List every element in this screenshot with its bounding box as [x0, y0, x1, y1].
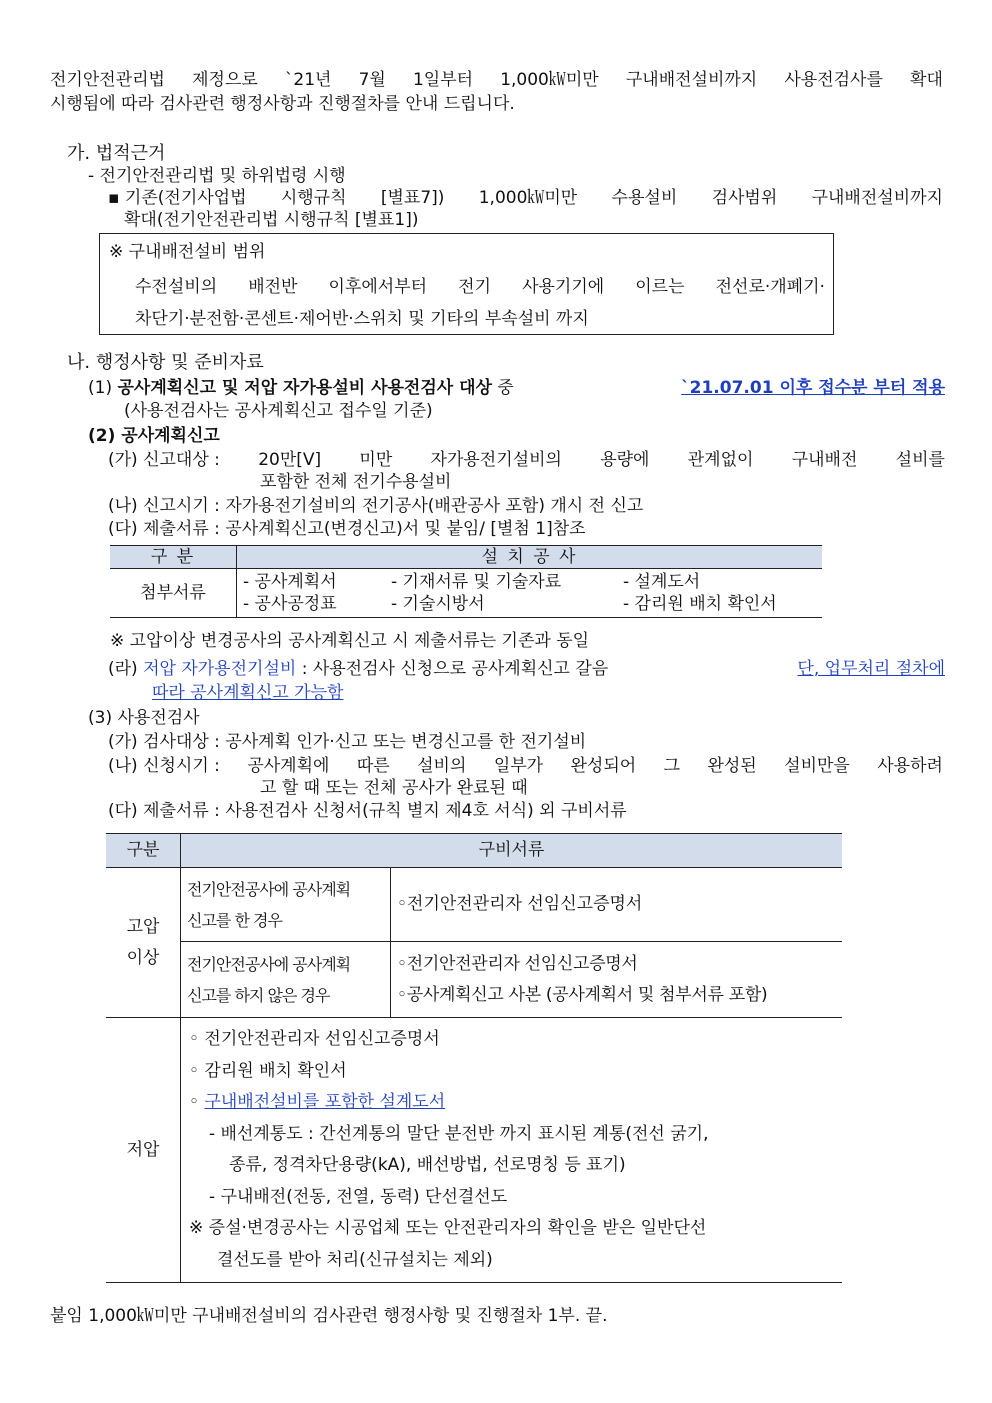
intro-line-1-word: 1일부터: [412, 70, 474, 90]
low-doc-2: ◦ 감리원 배치 확인서: [189, 1060, 347, 1081]
section-a-title: 가. 법적근거: [67, 143, 166, 164]
req-table-low-voltage-docs: [181, 1018, 843, 1283]
item-3-na-word: 공사계획에: [247, 756, 330, 776]
attachment-docs-row-2: [243, 593, 816, 615]
section-a-item-2-word: 1,000㎾미만: [478, 188, 578, 208]
note-line-2: 차단기·분전함·콘센트·제어반·스위치 및 기타의 부속설비 까지: [135, 309, 589, 329]
section-b-title: 나. 행정사항 및 준비자료: [67, 352, 264, 373]
note-line-1: [135, 276, 825, 298]
item-1-line-1: [88, 377, 945, 399]
doc-specification: - 기술시방서: [391, 594, 485, 614]
section-a-item-1: - 전기안전관리법 및 하위법령 시행: [88, 166, 346, 186]
high-r2-sub-line-1: 전기안전공사에 공사계획: [187, 954, 351, 974]
item-3-na-line-1: [108, 755, 943, 777]
note-line-1-word: 배전반: [248, 277, 298, 297]
intro-line-2: 시행됨에 따라 검사관련 행정사항과 진행절차를 안내 드립니다.: [50, 94, 515, 114]
intro-line-1-word: 확대: [910, 70, 943, 90]
intro-line-1-word: 사용전검사를: [784, 70, 883, 90]
high-r2-sub-line-2: 신고를 하지 않은 경우: [187, 985, 330, 1005]
low-doc-7: ※ 증설·변경공사는 시공업체 또는 안전관리자의 확인을 받은 일반단선: [189, 1218, 707, 1238]
item-2-ga-word: 미만: [359, 450, 393, 470]
high-label-1: 고압: [126, 916, 160, 937]
item-2-ga-word: 20만[V]: [258, 450, 322, 470]
high-r1-sub-line-1: 전기안전공사에 공사계획: [187, 879, 351, 899]
note-title: ※ 구내배전설비 범위: [109, 242, 266, 262]
high-r1-sub-line-2: 신고를 한 경우: [187, 910, 282, 930]
item-2-ga-word: 관계없이: [687, 450, 754, 470]
item-2-ga-line-1: [108, 449, 945, 471]
item-1-num: (1): [88, 378, 113, 398]
req-table-header-category: 구분: [106, 834, 181, 868]
attachment-table-row-label: 첨부서류: [110, 569, 237, 618]
item-2-ra-line-1: [108, 658, 945, 680]
req-table-low-voltage-label: 저압: [106, 1018, 181, 1283]
high-label-2: 이상: [126, 947, 160, 968]
req-table-high-not-reported-docs: [391, 942, 843, 1018]
low-doc-4: - 배선계통도 : 간선계통의 말단 분전반 까지 표시된 계통(전선 굵기,: [209, 1123, 709, 1144]
item-3-ga: (가) 검사대상 : 공사계획 인가·신고 또는 변경신고를 한 전기설비: [108, 732, 587, 752]
low-doc-5: 종류, 정격차단용량(kA), 배선방법, 선로명칭 등 표기): [229, 1155, 626, 1175]
low-doc-6: - 구내배전(전동, 전열, 동력) 단선결선도: [209, 1186, 508, 1207]
req-table-high-voltage-label: [106, 868, 181, 1018]
low-doc-3-link[interactable]: 구내배전설비를 포함한 설계도서: [204, 1092, 446, 1112]
section-a-item-2-word: 구내배전설비까지: [811, 188, 943, 208]
item-3-na-word: 일부가: [493, 756, 544, 776]
item-2-ga-line-2: 포함한 전체 전기수용설비: [260, 472, 452, 492]
item-2-ra-mid: : 사용전검사 신청으로 공사계획신고 갈음: [301, 659, 609, 679]
low-doc-3: [189, 1087, 834, 1119]
item-3-na-word: (나) 신청시기 :: [108, 756, 220, 776]
item-1-mid: 중: [497, 378, 514, 398]
item-3-na-word: 설비의: [417, 756, 467, 776]
intro-line-1-word: `21년: [284, 70, 332, 90]
attachment-table-header-construction: 설 치 공 사: [237, 546, 823, 569]
doc-supervisor-confirmation: - 감리원 배치 확인서: [623, 594, 777, 614]
doc-construction-plan: - 공사계획서: [243, 572, 337, 592]
attachment-table-header-category: 구 분: [110, 546, 237, 569]
low-doc-8: 결선도를 받아 처리(신규설치는 제외): [217, 1249, 493, 1270]
item-2-title: (2) 공사계획신고: [88, 426, 220, 446]
item-2-da: (다) 제출서류 : 공사계획신고(변경신고)서 및 붙임/ [별첨 1]참조: [108, 519, 586, 539]
item-3-title: (3) 사용전검사: [88, 708, 200, 728]
note-line-1-word: 이후에서부터: [328, 277, 428, 297]
item-2-ga-word: 구내배전: [791, 450, 858, 470]
item-1-bold: 공사계획신고 및 저압 자가용설비 사용전검사 대상: [117, 378, 492, 398]
note-line-1-word: 이르는: [635, 277, 685, 297]
item-2-note: ※ 고압이상 변경공사의 공사계획신고 시 제출서류는 기존과 동일: [110, 631, 590, 651]
high-r2-doc-2: ◦공사계획신고 사본 (공사계획서 및 첨부서류 포함): [397, 984, 768, 1005]
note-line-1-word: 사용기기에: [522, 277, 605, 297]
req-table-high-reported-docs: ◦전기안전관리자 선임신고증명서: [391, 868, 843, 942]
item-3-na-word: 사용하려: [877, 756, 943, 776]
note-line-1-word: 수전설비의: [135, 277, 218, 297]
item-3-na-word: 완성되어: [570, 756, 637, 776]
doc-technical-data: - 기재서류 및 기술자료: [391, 572, 562, 592]
req-table-high-reported: [181, 868, 391, 942]
section-a-item-2-word: 검사범위: [711, 188, 778, 208]
item-3-na-line-2: 고 할 때 또는 전체 공사가 완료된 때: [260, 778, 528, 798]
attachment-docs-row-1: [243, 571, 816, 593]
item-3-na-word: 설비만을: [784, 756, 850, 776]
intro-line-1-word: 구내배전설비까지: [625, 70, 758, 90]
item-2-ga-word: 용량에: [600, 450, 650, 470]
item-1-effective-date-link[interactable]: `21.07.01 이후 접수분 부터 적용: [681, 378, 945, 398]
intro-line-1-word: 전기안전관리법: [50, 70, 165, 90]
low-doc-1: ◦ 전기안전관리자 선임신고증명서: [189, 1029, 440, 1049]
section-a-item-2-word: 수용설비: [611, 188, 678, 208]
section-a-item-2-line-2: 확대(전기안전관리법 시행규칙 [별표1]): [124, 210, 419, 230]
item-3-da: (다) 제출서류 : 사용전검사 신청서(규칙 별지 제4호 서식) 외 구비서류: [108, 801, 627, 821]
intro-line-1-word: 7월: [358, 70, 386, 90]
item-2-ga-word: (가) 신고대상 :: [108, 450, 220, 470]
item-3-na-word: 완성된: [707, 756, 757, 776]
item-2-ra-num: (라): [108, 659, 138, 679]
item-2-ga-word: 설비를: [895, 450, 945, 470]
attachment-table: [110, 545, 822, 618]
high-r2-doc-1: ◦전기안전관리자 선임신고증명서: [397, 953, 638, 974]
attachment-table-docs: [237, 569, 823, 618]
item-2-ra-link-2[interactable]: 따라 공사계획신고 가능함: [152, 683, 344, 703]
doc-design-drawings: - 설계도서: [623, 572, 701, 592]
footer-attachment: 붙임 1,000㎾미만 구내배전설비의 검사관련 행정사항 및 진행절차 1부. 끝.: [50, 1306, 608, 1326]
item-2-ra-bold: 저압 자가용전기설비: [143, 659, 297, 679]
item-2-na: (나) 신고시기 : 자가용전기설비의 전기공사(배관공사 포함) 개시 전 신고: [108, 496, 644, 516]
item-3-na-word: 따른: [356, 756, 390, 776]
required-documents-table: [106, 833, 842, 1283]
item-2-ra-link-1[interactable]: 단, 업무처리 절차에: [797, 659, 945, 679]
intro-line-1-word: 제정으로: [192, 70, 258, 90]
low-doc-3-bullet: ◦: [189, 1092, 205, 1112]
item-2-ga-word: 자가용전기설비의: [430, 450, 562, 470]
note-line-1-word: 전기: [458, 277, 491, 297]
req-table-header-documents: 구비서류: [181, 834, 843, 868]
section-a-item-2-word: 시행규칙: [280, 188, 347, 208]
item-3-na-word: 그: [663, 756, 681, 776]
intro-line-1-word: 1,000㎾미만: [500, 70, 599, 90]
section-a-item-2-word: [별표7]): [380, 188, 445, 208]
note-line-1-word: 전선로·개폐기·: [715, 277, 825, 297]
req-table-high-not-reported: [181, 942, 391, 1018]
section-a-item-2-word: ▪ 기존(전기사업법: [108, 188, 247, 208]
intro-line-1: [50, 69, 943, 91]
doc-schedule: - 공사공정표: [243, 594, 337, 614]
item-1-line-2: (사용전검사는 공사계획신고 접수일 기준): [124, 401, 433, 421]
section-a-item-2-line-1: [108, 187, 943, 209]
